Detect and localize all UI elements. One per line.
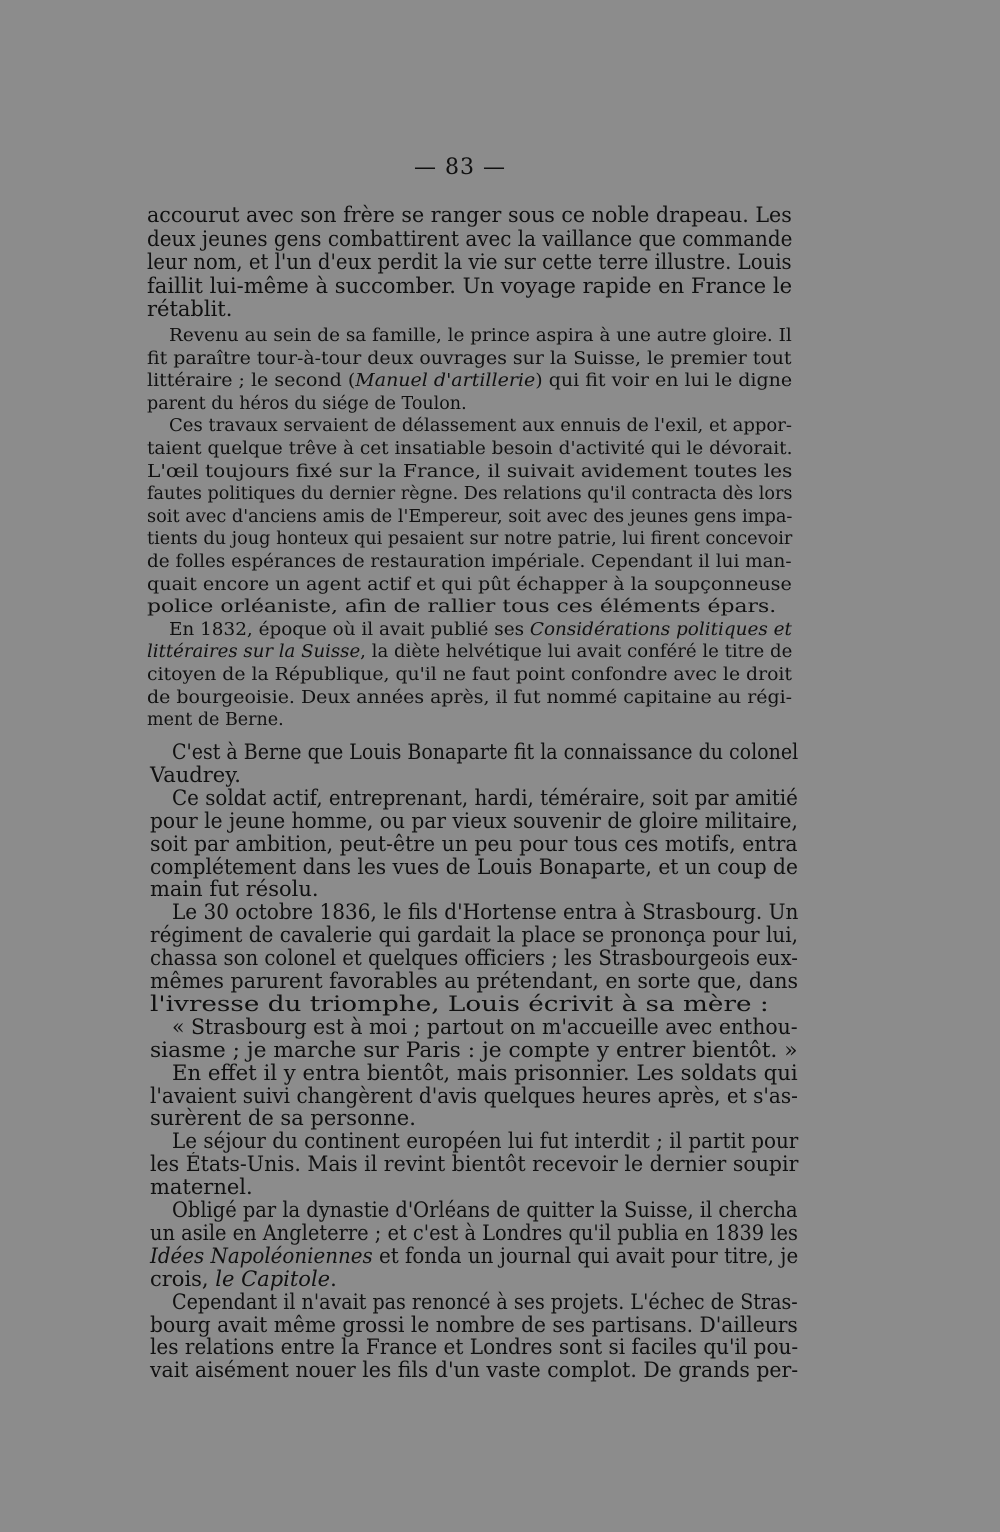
text-line: En effet il y entra bientôt, mais prisonnier. Les soldats qui (172, 1060, 798, 1085)
text-line: fautes politiques du dernier règne. Des relations qu'il contracta dès lors (147, 484, 793, 505)
text-line: leur nom, et l'un d'eux perdit la vie sur cette terre illustre. Louis (147, 250, 792, 274)
text-line: tients du joug honteux qui pesaient sur notre patrie, lui firent concevoir (147, 529, 793, 550)
text-line: les États-Unis. Mais il revint bientôt recevoir le dernier soupir (150, 1152, 799, 1177)
text-line: Le séjour du continent européen lui fut interdit ; il partit pour (172, 1129, 799, 1154)
text-line: Vaudrey. (150, 762, 241, 787)
text-line: deux jeunes gens combattirent avec la vaillance que commande (147, 226, 793, 251)
text-line: crois, le Capitole. (150, 1266, 337, 1291)
text-line: l'avaient suivi changèrent d'avis quelques heures après, et s'as- (150, 1083, 798, 1108)
text-line: Le 30 octobre 1836, le fils d'Hortense entra à Strasbourg. Un (172, 900, 799, 925)
text-line: fit paraître tour-à-tour deux ouvrages sur la Suisse, le premier tout (147, 348, 792, 369)
text-line: les relations entre la France et Londres sont si faciles qu'il pou- (150, 1335, 799, 1360)
text-line: Idées Napoléoniennes et fonda un journal qui avait pour titre, je (150, 1243, 799, 1268)
text-line: chassa son colonel et quelques officiers ; les Strasbourgeois eux- (150, 946, 798, 971)
text-line: soit avec d'anciens amis de l'Empereur, soit avec des jeunes gens impa- (147, 506, 793, 527)
text-line: Revenu au sein de sa famille, le prince aspira à une autre gloire. Il (169, 326, 792, 346)
text-line: taient quelque trêve à cet insatiable besoin d'activité qui le dévorait. (147, 439, 793, 459)
text-line: de folles espérances de restauration impériale. Cependant il lui man- (147, 552, 792, 572)
text-line: vait aisément nouer les fils d'un vaste complot. De grands per- (150, 1358, 799, 1383)
text-line: « Strasbourg est à moi ; partout on m'accueille avec enthou- (172, 1014, 798, 1039)
text-line: police orléaniste, afin de rallier tous ces éléments épars. (147, 597, 777, 618)
text-line: Ce soldat actif, entreprenant, hardi, téméraire, soit par amitié (172, 785, 798, 810)
text-line: Ces travaux servaient de délassement aux ennuis de l'exil, et appor- (169, 416, 792, 437)
text-line: maternel. (150, 1175, 253, 1200)
text-line: accourut avec son frère se ranger sous ce noble drapeau. Les (147, 203, 792, 227)
text-line: rétablit. (147, 297, 233, 321)
text-line: parent du héros du siége de Toulon. (147, 393, 467, 414)
text-line: C'est à Berne que Louis Bonaparte fit la connaissance du colonel (172, 740, 799, 764)
text-line: citoyen de la République, qu'il ne faut point confondre avec le droit (147, 665, 792, 685)
text-line: main fut résolu. (150, 877, 319, 902)
text-line: régiment de cavalerie qui gardait la place se prononça pour lui, (150, 923, 799, 948)
text-line: L'œil toujours fixé sur la France, il suivait avidement toutes les (147, 461, 793, 482)
text-line: ment de Berne. (147, 710, 284, 731)
text-line: faillit lui-même à succomber. Un voyage rapide en France le (147, 273, 793, 298)
text-line: complétement dans les vues de Louis Bonaparte, et un coup de (150, 854, 798, 879)
text-line: mêmes parurent favorables au prétendant, en sorte que, dans (150, 969, 799, 993)
text-line: littéraire ; le second (Manuel d'artillerie) qui fit voir en lui le digne (147, 371, 793, 392)
text-line: pour le jeune homme, ou par vieux souvenir de gloire militaire, (150, 808, 798, 833)
text-line: un asile en Angleterre ; et c'est à Londres qu'il publia en 1839 les (150, 1220, 798, 1245)
text-line: siasme ; je marche sur Paris : je compte y entrer bientôt. » (150, 1037, 798, 1062)
text-line: surèrent de sa personne. (150, 1106, 416, 1131)
text-line: l'ivresse du triomphe, Louis écrivit à sa mère : (150, 991, 769, 1016)
text-line: littéraires sur la Suisse, la diète helvétique lui avait conféré le titre de (147, 642, 793, 663)
text-line: soit par ambition, peut-être un peu pour tous ces motifs, entra (150, 831, 798, 856)
text-line: de bourgeoisie. Deux années après, il fut nommé capitaine au régi- (147, 687, 793, 708)
text-line: quait encore un agent actif et qui pût échapper à la soupçonneuse (147, 574, 792, 595)
text-line: Cependant il n'avait pas renoncé à ses projets. L'échec de Stras- (172, 1289, 798, 1314)
text-line: bourg avait même grossi le nombre de ses partisans. D'ailleurs (150, 1312, 798, 1337)
text-line: Obligé par la dynastie d'Orléans de quitter la Suisse, il chercha (172, 1198, 798, 1222)
page-number: — 83 — (414, 155, 506, 180)
text-line: En 1832, époque où il avait publié ses Considérations politiques et (169, 619, 792, 640)
